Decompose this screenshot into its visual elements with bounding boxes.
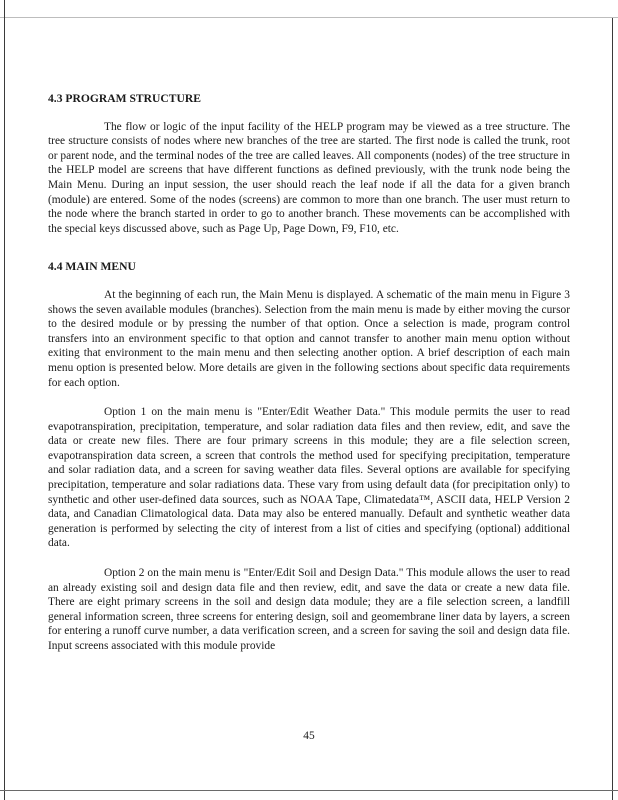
scan-top-edge: [0, 17, 618, 18]
document-body: [48, 88, 570, 654]
main-menu-paragraph-2: Option 1 on the main menu is "Enter/Edit Weather Data." This module permits the user to read evapotranspiration, precipitation, temperature, and solar radiation data files and then review, edit, and save the data or create new files. There are four primary screens in this module; they are a file selection screen, evapotranspiration data screen, a screen that controls the method used for specifying precipitation, temperature and solar radiation data, and a screen for saving weather data files. Several options are available for specifying precipitation, temperature and solar radiations data. These vary from using default data (for precipitation only) to synthetic and other user-defined data sources, such as NOAA Tape, Climatedata™, ASCII data, HELP Version 2 data, and Canadian Climatological data. Data may also be entered manually. Default and synthetic weather data generation is performed by selecting the city of interest from a list of cities and specifying (optional) additional data.: [48, 406, 570, 550]
main-menu-paragraph-3: Option 2 on the main menu is "Enter/Edit Soil and Design Data." This module allows the user to read an already existing soil and design data file and then review, edit, and save the data or create a new data file. There are eight primary screens in the soil and design data module; they are a file selection screen, a landfill general information screen, three screens for entering design, soil and geomembrane liner data by layers, a screen for entering a runoff curve number, a data verification screen, and a screen for saving the soil and design data file. Input screens associated with this module provide: [48, 567, 570, 652]
main-menu-paragraph-1: At the beginning of each run, the Main Menu is displayed. A schematic of the main menu in Figure 3 shows the seven available modules (branches). Selection from the main menu is made by either moving the cursor to the desired module or by pressing the number of that option. Once a selection is made, program control transfers into an environment specific to that option and cannot transfer to another main menu option without exiting that environment to the main menu and then selecting another option. A brief description of each main menu option is presented below. More details are given in the following sections about specific data requirements for each option.: [48, 288, 570, 389]
scan-right-edge: [612, 18, 613, 800]
page-number: 45: [303, 730, 315, 742]
section-heading-program-structure: 4.3 PROGRAM STRUCTURE: [48, 92, 201, 105]
scan-bottom-edge: [0, 790, 618, 791]
scan-left-edge: [4, 0, 5, 800]
section-heading-main-menu: 4.4 MAIN MENU: [48, 260, 136, 274]
program-structure-paragraph: The flow or logic of the input facility of the HELP program may be viewed as a tree structure. The tree structure consists of nodes where new branches of the tree are started. The first node is called the trunk, root or parent node, and the terminal nodes of the tree are called leaves. All components (nodes) of the tree structure in the HELP model are screens that have different functions as defined previously, with the trunk node being the Main Menu. During an input session, the user should reach the leaf node if all the data for a given branch (module) are entered. Some of the nodes (screens) are common to more than one branch. The user must return to the node where the branch started in order to go to another branch. These movements can be accomplished with the special keys discussed above, such as Page Up, Page Down, F9, F10, etc.: [48, 120, 570, 235]
